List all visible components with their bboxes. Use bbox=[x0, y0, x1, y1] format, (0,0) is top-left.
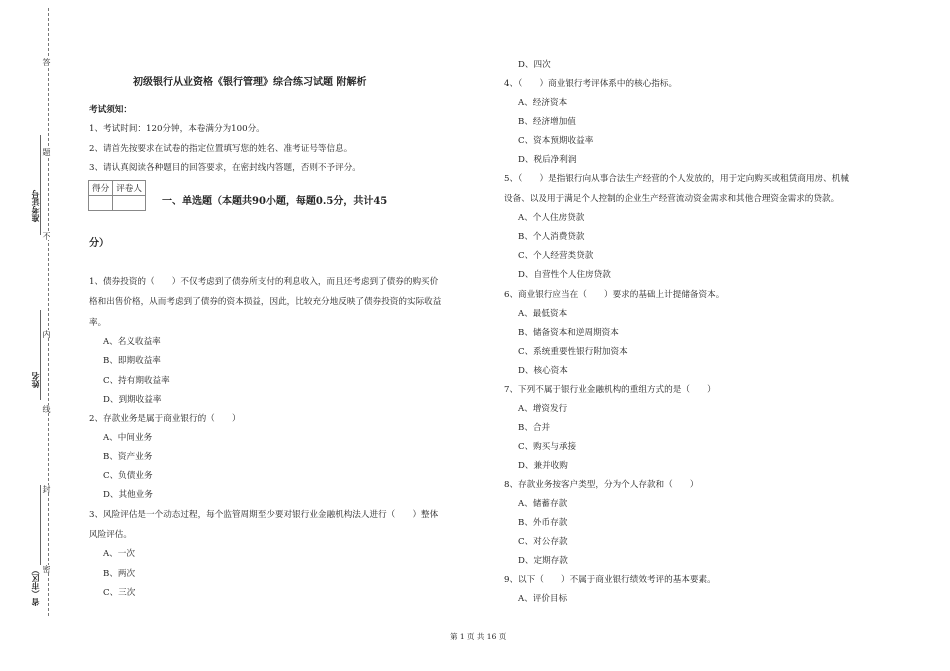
score-header: 得分 bbox=[89, 181, 113, 196]
admission-number-label: 准考证号 bbox=[30, 190, 40, 222]
question-7-option-a[interactable]: A、增资发行 bbox=[518, 404, 568, 414]
margin-char-inside: 内 bbox=[42, 330, 51, 338]
question-7-text: 7、下列不属于银行业金融机构的重组方式的是（ ） bbox=[504, 385, 716, 395]
margin-char-seal: 封 bbox=[42, 485, 51, 493]
question-1-option-a[interactable]: A、名义收益率 bbox=[103, 337, 161, 347]
question-6-option-c[interactable]: C、系统重要性银行附加资本 bbox=[518, 347, 628, 357]
question-4-option-a[interactable]: A、经济资本 bbox=[518, 98, 568, 108]
question-5-option-b[interactable]: B、个人消费贷款 bbox=[518, 232, 585, 242]
notice-item: 1、考试时间：120分钟，本卷满分为100分。 bbox=[89, 124, 265, 134]
page-title: 初级银行从业资格《银行管理》综合练习试题 附解析 bbox=[133, 77, 367, 88]
question-8-option-d[interactable]: D、定期存款 bbox=[518, 556, 568, 566]
section-title-continued: 分） bbox=[89, 238, 109, 249]
question-1-option-c[interactable]: C、持有期收益率 bbox=[103, 376, 170, 386]
question-8-option-b[interactable]: B、外币存款 bbox=[518, 518, 568, 528]
question-5-option-a[interactable]: A、个人住房贷款 bbox=[518, 213, 585, 223]
notice-item: 3、请认真阅读各种题目的回答要求，在密封线内答题，否则不予评分。 bbox=[89, 163, 361, 173]
question-1-text: 率。 bbox=[89, 318, 107, 328]
question-6-option-b[interactable]: B、储备资本和逆周期资本 bbox=[518, 328, 619, 338]
question-9-text: 9、以下（ ）不属于商业银行绩效考评的基本要素。 bbox=[504, 575, 716, 585]
question-3-option-a[interactable]: A、一次 bbox=[103, 549, 135, 559]
province-underline[interactable] bbox=[40, 485, 41, 565]
question-6-text: 6、商业银行应当在（ ）要求的基础上计提储备资本。 bbox=[504, 290, 725, 300]
question-7-option-c[interactable]: C、购买与承接 bbox=[518, 442, 577, 452]
question-4-option-d[interactable]: D、税后净利润 bbox=[518, 155, 577, 165]
grader-header: 评卷人 bbox=[113, 181, 146, 196]
question-3-text: 风险评估。 bbox=[89, 530, 132, 540]
question-5-option-c[interactable]: C、个人经营类贷款 bbox=[518, 251, 594, 261]
score-table bbox=[88, 180, 146, 211]
province-label: 省（市区） bbox=[30, 566, 40, 606]
question-9-option-a[interactable]: A、评价目标 bbox=[518, 594, 568, 604]
question-2-option-b[interactable]: B、资产业务 bbox=[103, 452, 153, 462]
question-1-option-d[interactable]: D、到期收益率 bbox=[103, 395, 162, 405]
question-7-option-b[interactable]: B、合并 bbox=[518, 423, 551, 433]
question-5-text: 设备、以及用于满足个人控制的企业生产经营流动资金需求和其他合理资金需求的贷款。 bbox=[504, 194, 840, 204]
notice-heading: 考试须知： bbox=[89, 105, 132, 115]
grader-cell[interactable] bbox=[113, 196, 146, 211]
question-8-option-a[interactable]: A、储蓄存款 bbox=[518, 499, 568, 509]
question-6-option-a[interactable]: A、最低资本 bbox=[518, 309, 568, 319]
section-title: 一、单选题（本题共90小题，每题0.5分，共计45 bbox=[162, 196, 388, 207]
question-3-text: 3、风险评估是一个动态过程，每个监管周期至少要对银行业金融机构法人进行（ ）整体 bbox=[89, 510, 439, 520]
question-7-option-d[interactable]: D、兼并收购 bbox=[518, 461, 568, 471]
question-3-option-d[interactable]: D、四次 bbox=[518, 60, 551, 70]
margin-char-answer: 答 bbox=[42, 58, 51, 66]
question-1-text: 格和出售价格，从而考虑到了债券的资本损益，因此，比较充分地反映了债券投资的实际收益 bbox=[89, 297, 442, 307]
margin-char-not: 不 bbox=[42, 232, 51, 240]
question-3-option-b[interactable]: B、两次 bbox=[103, 569, 136, 579]
notice-item: 2、请首先按要求在试卷的指定位置填写您的姓名、准考证号等信息。 bbox=[89, 144, 353, 154]
page-number: 第 1 页 共 16 页 bbox=[450, 632, 507, 641]
name-label: 姓名 bbox=[30, 372, 40, 388]
margin-char-question: 题 bbox=[42, 148, 51, 156]
question-2-option-a[interactable]: A、中间业务 bbox=[103, 433, 153, 443]
question-5-text: 5、（ ）是指银行向从事合法生产经营的个人发放的，用于定向购买或租赁商用房、机械 bbox=[504, 174, 849, 184]
question-1-text: 1、债券投资的（ ）不仅考虑到了债券所支付的利息收入，而且还考虑到了债券的购买价 bbox=[89, 277, 439, 287]
question-8-option-c[interactable]: C、对公存款 bbox=[518, 537, 568, 547]
question-5-option-d[interactable]: D、自营性个人住房贷款 bbox=[518, 270, 611, 280]
question-4-option-b[interactable]: B、经济增加值 bbox=[518, 117, 576, 127]
seal-dashed-line bbox=[48, 8, 49, 616]
admission-number-underline[interactable] bbox=[40, 135, 41, 235]
margin-char-line: 线 bbox=[42, 405, 51, 413]
score-cell[interactable] bbox=[89, 196, 113, 211]
question-3-option-c[interactable]: C、三次 bbox=[103, 588, 136, 598]
question-4-option-c[interactable]: C、资本预期收益率 bbox=[518, 136, 594, 146]
question-2-option-c[interactable]: C、负债业务 bbox=[103, 471, 153, 481]
question-2-text: 2、存款业务是属于商业银行的（ ） bbox=[89, 414, 241, 424]
margin-char-secret: 密 bbox=[42, 565, 51, 573]
question-1-option-b[interactable]: B、即期收益率 bbox=[103, 356, 161, 366]
question-8-text: 8、存款业务按客户类型，分为个人存款和（ ） bbox=[504, 480, 699, 490]
name-underline[interactable] bbox=[40, 310, 41, 400]
question-4-text: 4、（ ）商业银行考评体系中的核心指标。 bbox=[504, 79, 678, 89]
question-2-option-d[interactable]: D、其他业务 bbox=[103, 490, 153, 500]
question-6-option-d[interactable]: D、核心资本 bbox=[518, 366, 568, 376]
